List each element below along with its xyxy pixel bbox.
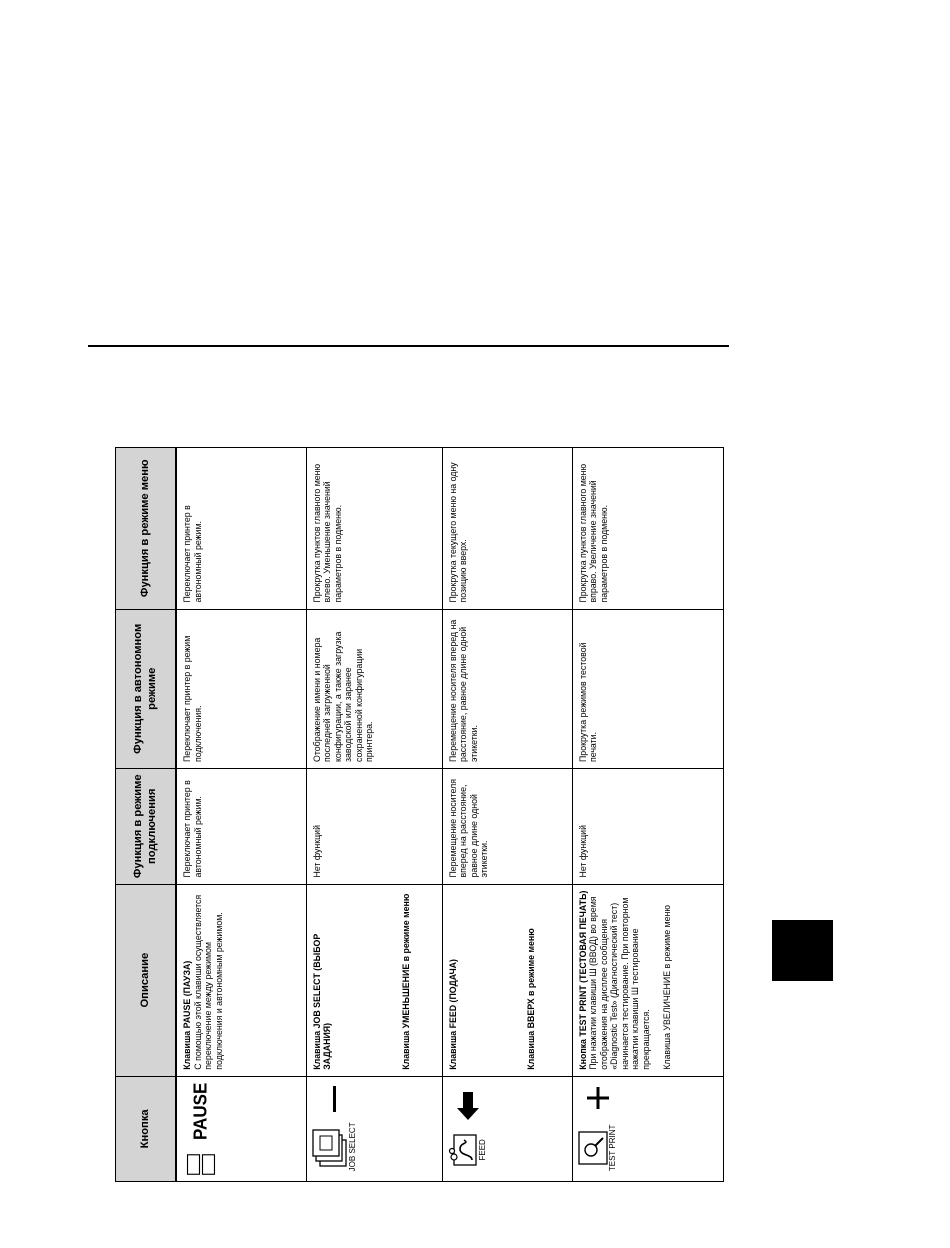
menu-cell: Прокрутка текущего меню на одну позицию вверх. [442, 448, 572, 610]
section-rule [88, 345, 729, 347]
pause-label: PAUSE [189, 1082, 211, 1141]
desc-title: Кнопка TEST PRINT (ТЕСТОВАЯ ПЕЧАТЬ) [577, 890, 588, 1070]
menu-cell: Прокрутка пунктов главного меню вправо. Увеличение значений параметров в подменю. [572, 448, 723, 610]
button-cell [306, 1076, 442, 1181]
button-cell [176, 1076, 306, 1181]
desc-title: Клавиша FEED (ПОДАЧА) [447, 959, 458, 1070]
header-online: Функция в режиме подключения [116, 769, 177, 885]
button-cell [442, 1076, 572, 1181]
menu-cell: Переключает принтер в автономный режим. [176, 448, 306, 610]
feed-label: FEED [477, 1139, 487, 1161]
table-row [572, 448, 723, 1182]
pause-icon [182, 1154, 220, 1175]
table-row [442, 448, 572, 1182]
desc-title-menu: Клавиша ВВЕРХ в режиме меню [526, 928, 537, 1070]
up-arrow-icon [457, 1092, 479, 1120]
table-row [176, 448, 306, 1182]
description-cell [306, 884, 442, 1076]
offline-cell: Отображение имени и номера последней загруженной конфигурации, а также загрузка заводской или заранее сохраненной конфигурации принтера. [306, 609, 442, 768]
description-cell [572, 884, 723, 1076]
offline-cell: Перемещение носителя вперед на расстояние, равное длине одной этикетки. [442, 609, 572, 768]
job-select-label: JOB SELECT [347, 1122, 357, 1172]
plus-icon [587, 1087, 609, 1109]
online-cell: Нет функций [306, 769, 442, 885]
table-header-row [116, 448, 177, 1182]
header-description: Описание [116, 884, 177, 1076]
test-print-label: TEST PRINT [607, 1124, 617, 1172]
online-cell: Перемещение носителя вперед на расстояние, равное длине одной этикетки. [442, 769, 572, 885]
online-cell: Переключает принтер в автономный режим. [176, 769, 306, 885]
desc-title-menu: Клавиша УМЕНЬШЕНИЕ в режиме меню [400, 893, 411, 1070]
job-select-icon [312, 1126, 348, 1168]
description-cell [176, 884, 306, 1076]
desc-title: Клавиша JOB SELECT (ВЫБОР ЗАДАНИЯ) [311, 933, 333, 1070]
desc-text: С помощью этой клавиши осуществляется переключение между режимом подключения и автономным режимом. [192, 894, 224, 1070]
header-offline: Функция в автономном режиме [116, 609, 177, 768]
desc-title: Клавиша PAUSE (ПАУЗА) [182, 960, 192, 1070]
offline-cell: Прокрутка режимов тестовой печати. [572, 609, 723, 768]
button-function-table-frame [115, 447, 717, 1182]
desc-text: При нажатии клавиши Ш (ВВОД) во время отображения на дисплее сообщения «Diagnostic Test» (Диагностический тест) начинается тестирование. При повторном нажатии клавиши Ш тестирование прекращается. [588, 896, 652, 1070]
button-cell [572, 1076, 723, 1181]
chapter-tab-marker [772, 920, 833, 981]
header-button: Кнопка [116, 1076, 177, 1181]
rotated-table [115, 447, 717, 1182]
description-cell [442, 884, 572, 1076]
online-cell: Нет функций [572, 769, 723, 885]
offline-cell: Переключает принтер в режим подключения. [176, 609, 306, 768]
menu-cell: Прокрутка пунктов главного меню влево. Уменьшение значений параметров в подменю. [306, 448, 442, 610]
minus-icon [332, 1086, 338, 1112]
test-print-icon [578, 1131, 608, 1165]
table-row [306, 448, 442, 1182]
header-menu: Функция в режиме меню [116, 448, 177, 610]
desc-text-menu: Клавиша УВЕЛИЧЕНИЕ в режиме меню [661, 905, 672, 1070]
feed-icon [448, 1134, 478, 1166]
button-function-table [115, 447, 724, 1182]
